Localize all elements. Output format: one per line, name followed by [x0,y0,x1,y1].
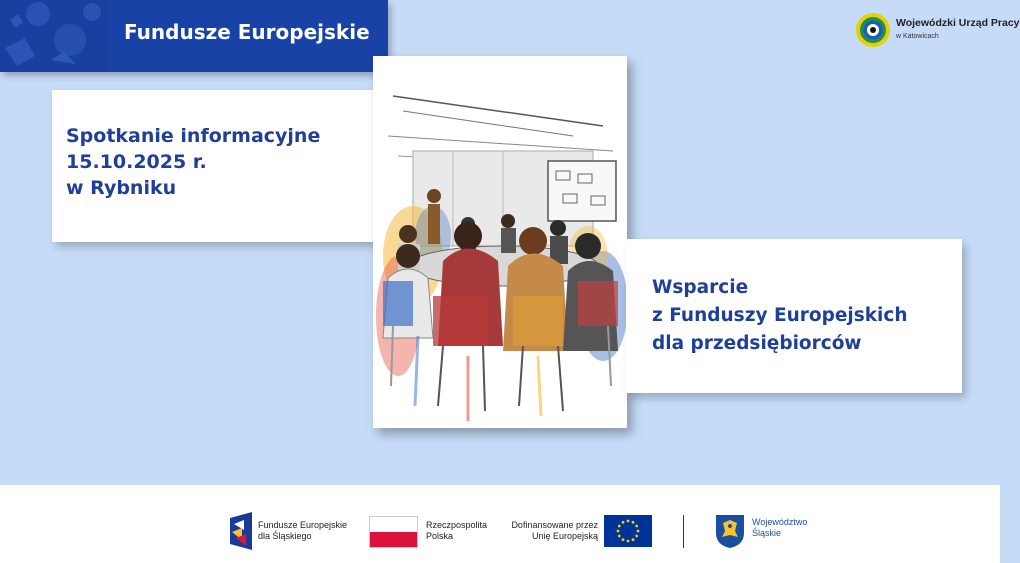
slask-line-1: Województwo [752,517,808,527]
org-name: Wojewódzki Urząd Pracy [896,17,1020,29]
event-location: w Rybniku [66,177,177,199]
poland-flag-icon [369,516,418,548]
rp-line-1: Rzeczpospolita [426,520,488,530]
rp-logo-text [426,520,487,542]
meeting-sketch-image [373,56,627,428]
event-info-card [52,90,377,242]
topic-line-2: z Funduszy Europejskich [652,305,908,326]
wup-logo [855,12,1020,48]
fe-logo-text [258,520,347,542]
org-city: w Katowicach [896,33,939,40]
ue-line-1: Dofinansowane przez [511,520,598,530]
ue-line-2: Unię Europejską [531,531,598,541]
fe-line-2: dla Śląskiego [258,531,312,541]
topic-line-3: dla przedsiębiorców [652,333,862,354]
fundusze-europejskie-logo-icon [228,510,254,552]
ring-logo-icon [855,12,891,48]
eagle-crest-icon [714,513,746,549]
eu-flag-icon [604,515,652,547]
fundusze-europejskie-banner [0,0,388,72]
event-title: Spotkanie informacyjne [66,125,321,147]
event-date: 15.10.2025 r. [66,151,207,173]
topic-line-1: Wsparcie [652,277,749,298]
funding-logos-footer [0,485,1000,563]
ue-logo-text [508,520,598,542]
logo-divider [683,515,684,548]
topic-card [626,239,962,393]
stars-pattern-icon [0,0,110,72]
meeting-illustration [373,56,627,428]
rp-line-2: Polska [426,531,454,541]
slask-line-2: Śląskie [752,528,782,538]
slask-logo-text [752,517,807,539]
banner-title: Fundusze Europejskie [124,20,370,44]
fe-line-1: Fundusze Europejskie [258,520,348,530]
